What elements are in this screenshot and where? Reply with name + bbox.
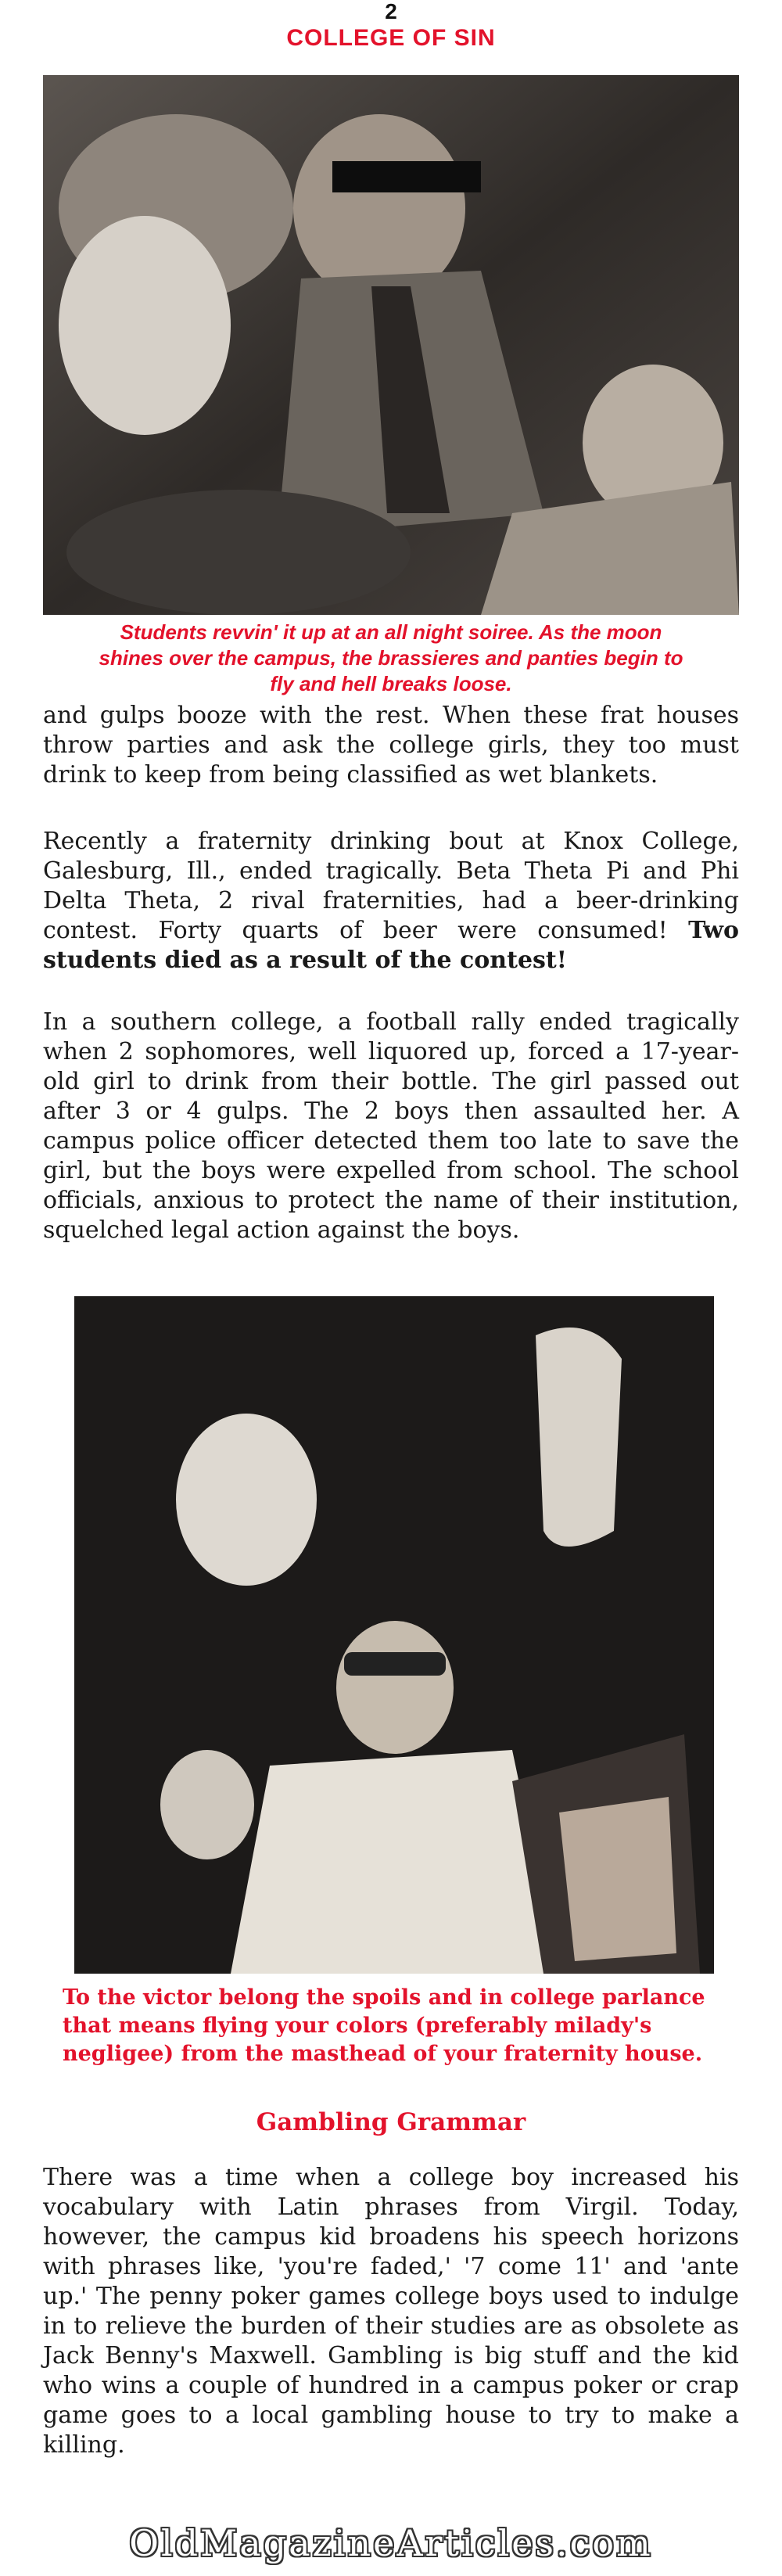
paragraph-2-emphasis: Two students died as a result of the contest! xyxy=(43,917,739,974)
photo-party-caption: Students revvin' it up at an all night soiree. As the moon shines over the campus, the brassieres and panties begin to fly and hell breaks loose. xyxy=(99,620,683,695)
paragraph-3: In a southern college, a football rally ended tragically when 2 sophomores, well liquored up, forced a 17-year-old girl to drink from their bottle. The girl passed out after 3 or 4 gulps. The 2 boys then assaulted her. A campus police officer detected them too late to save the girl, but the boys were expelled from school. The school officials, anxious to protect the name of their institution, squelched legal action against the boys. xyxy=(43,1008,739,1244)
photo-trophies-caption: To the victor belong the spoils and in college parlance that means flying your colors (preferably milady's negligee) from the masthead of your fraternity house. xyxy=(63,1985,705,2066)
paragraph-1: and gulps booze with the rest. When these frat houses throw parties and ask the college girls, they too must drink to keep from being classified as wet blankets. xyxy=(43,702,739,789)
photo-trophies xyxy=(74,1296,714,1974)
site-footer-watermark: OldMagazineArticles.com xyxy=(129,2522,653,2564)
paragraph-2-text: Recently a fraternity drinking bout at Knox College, Galesburg, Ill., ended tragically. Beta Theta Pi and Phi Delta Theta, 2 rival fraternities, had a beer-drinking contest. Forty quarts of beer were consumed! xyxy=(43,828,739,944)
paragraph-2 xyxy=(43,827,739,975)
paragraph-4: There was a time when a college boy increased his vocabulary with Latin phrases from Virgil. Today, however, the campus kid broadens his speech horizons with phrases like, 'you're faded,' '7 come 11' and 'ante up.' The penny poker games college boys used to indulge in to relieve the burden of their studies are as obsolete as Jack Benny's Maxwell. Gambling is big stuff and the kid who wins a couple of hundred in a campus poker or crap game goes to a local gambling house to try to make a killing. xyxy=(43,2164,739,2459)
page-header: COLLEGE OF SIN xyxy=(286,25,496,51)
page-number: 2 xyxy=(385,0,397,23)
section-subhead: Gambling Grammar xyxy=(256,2108,526,2136)
photo-party xyxy=(43,75,739,615)
